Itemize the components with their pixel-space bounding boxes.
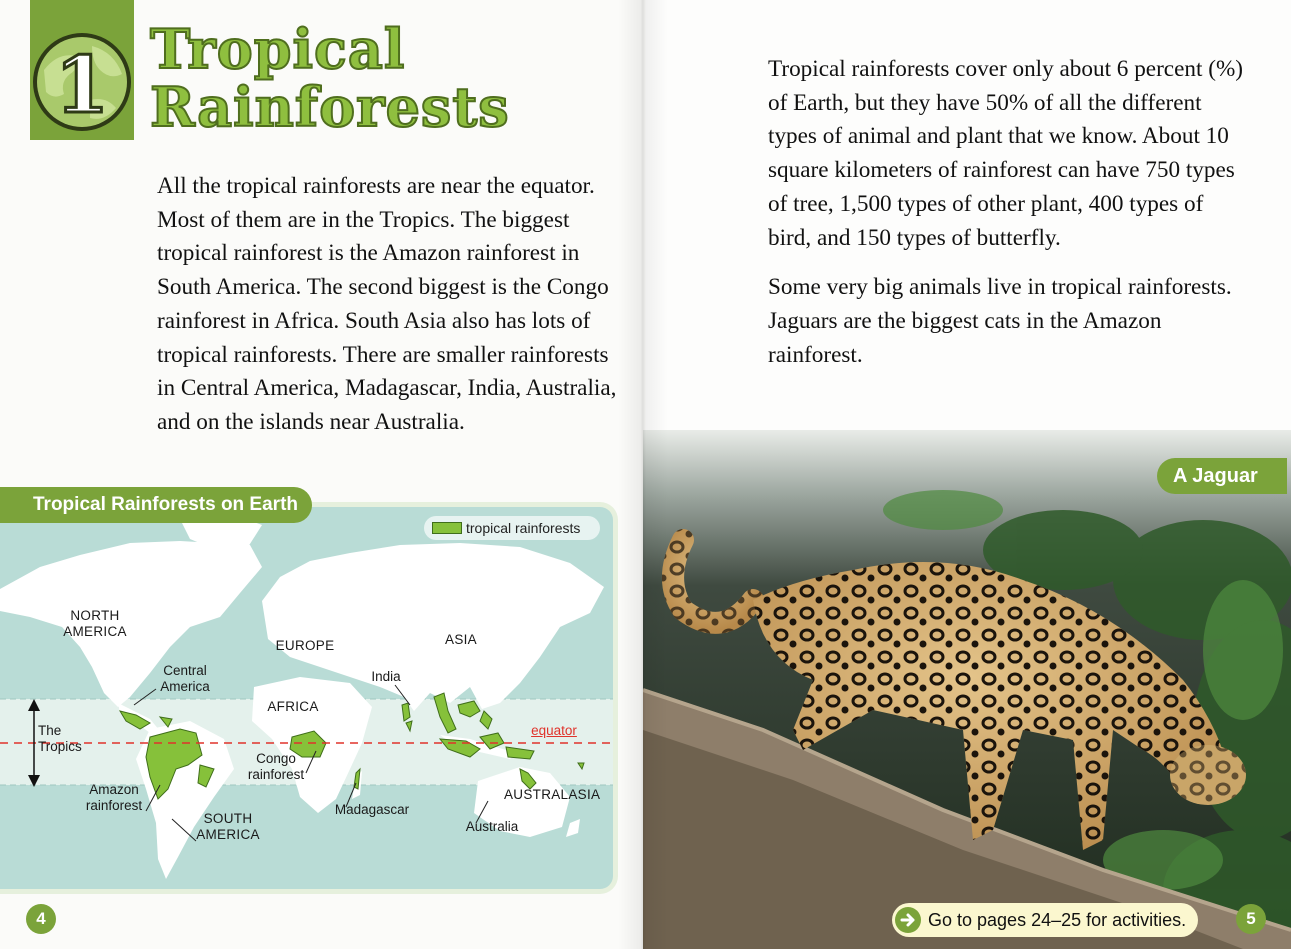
label-australasia: AUSTRALASIA [504, 787, 601, 802]
label-amazon-rainforest: Amazon rainforest [85, 782, 143, 813]
jaguar-image [643, 430, 1291, 949]
arrow-right-icon [895, 907, 921, 933]
jaguar-photo [643, 430, 1291, 949]
label-north-america: NORTH AMERICA [63, 608, 127, 639]
label-europe: EUROPE [275, 638, 335, 653]
page-number-right: 5 [1236, 904, 1266, 934]
label-madagascar: Madagascar [334, 802, 410, 817]
title-line-2: Rainforests [150, 75, 510, 139]
label-australia: Australia [465, 819, 519, 834]
label-africa: AFRICA [267, 699, 319, 714]
label-asia: ASIA [445, 632, 477, 647]
activities-link[interactable]: Go to pages 24–25 for activities. [892, 903, 1198, 937]
map-legend [424, 516, 600, 540]
photo-caption: A Jaguar [1157, 458, 1287, 494]
page-number-left: 4 [26, 904, 56, 934]
intro-paragraph: All the tropical rainforests are near the equator. Most of them are in the Tropics. The biggest tropical rainforest is the Amazon rainforest in South America. The second biggest is the Congo rainforest in Africa. South Asia also has lots of tropical rainforests. There are smaller rainforests in Central America, Madagascar, India, Australia, and on the islands near Australia. [157, 173, 617, 435]
legend-label: tropical rainforests [466, 520, 581, 536]
label-india: India [371, 669, 401, 684]
book-gutter [618, 0, 668, 949]
label-tropics: The Tropics [38, 723, 82, 754]
map-heading: Tropical Rainforests on Earth [0, 487, 312, 523]
label-central-america: Central America [160, 663, 210, 694]
chapter-globe-icon [30, 30, 134, 134]
label-congo-rainforest: Congo rainforest [247, 751, 305, 782]
label-equator: equator [531, 723, 577, 738]
title-line-1: Tropical [150, 17, 406, 81]
label-south-america: SOUTH AMERICA [196, 811, 260, 842]
right-body-text [768, 53, 1248, 388]
india-rainforest [402, 703, 410, 721]
legend-swatch [432, 522, 462, 534]
world-map-panel [0, 502, 618, 894]
chapter-title [150, 17, 510, 139]
paragraph-2: Some very big animals live in tropical rainforests. Jaguars are the biggest cats in the Amazon rainforest. [768, 274, 1232, 368]
north-america-land [0, 541, 262, 707]
chapter-number: 1 [54, 40, 110, 131]
paragraph-1: Tropical rainforests cover only about 6 percent (%) of Earth, but they have 50% of all the different types of animal and plant that we know. About 10 square kilometers of rainforest can have 750 types of tree, 1,500 types of other plant, 400 types of bird, and 150 types of butterfly. [768, 56, 1243, 251]
